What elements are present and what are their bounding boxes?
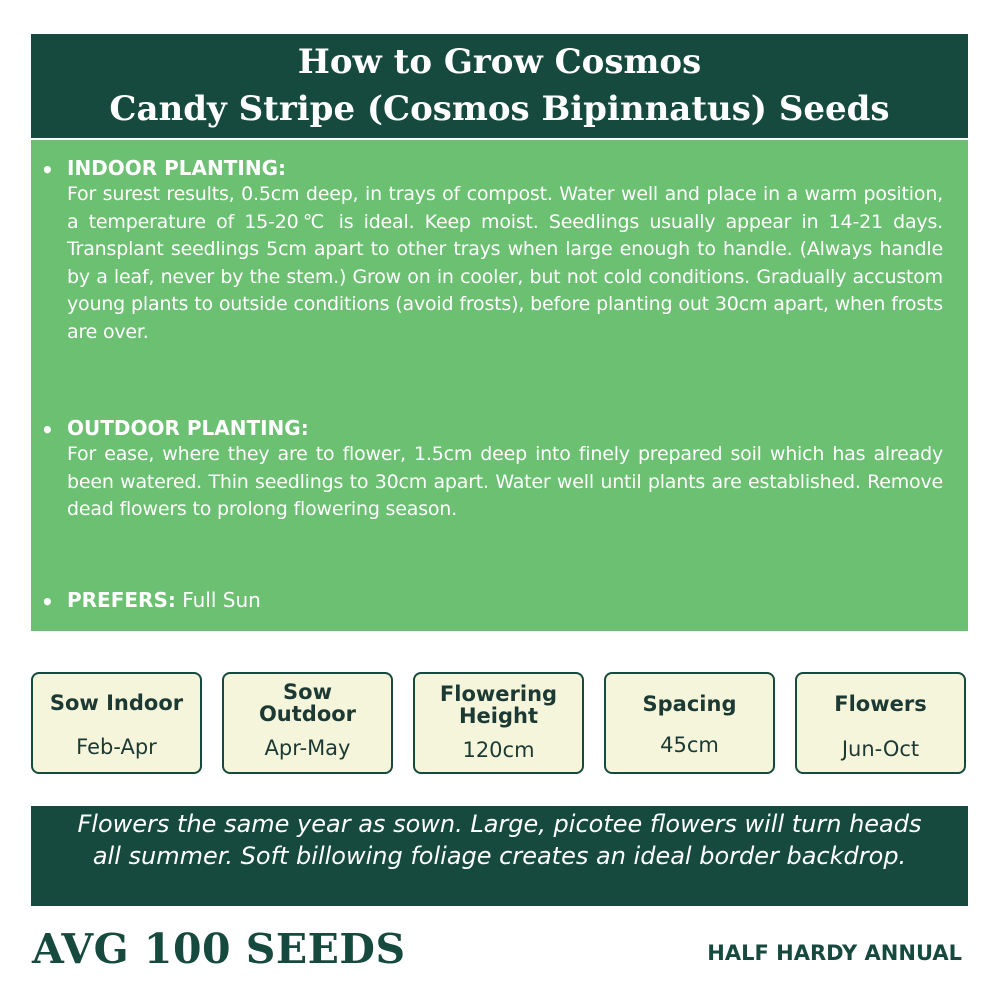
info-box-sow-outdoor	[222, 672, 393, 774]
info-box-sow-indoor	[31, 672, 202, 774]
plant-type: HALF HARDY ANNUAL	[707, 941, 962, 965]
prefers-value: Full Sun	[182, 588, 261, 612]
title-line-1: How to Grow Cosmos	[297, 42, 702, 82]
spacing-value: 45cm	[660, 733, 719, 757]
indoor-planting-section	[67, 156, 943, 346]
flowering-height-value: 120cm	[462, 738, 535, 762]
flowers-label: Flowers	[834, 692, 927, 716]
indoor-planting-body: For surest results, 0.5cm deep, in trays of compost. Water well and place in a warm position, a temperature of 15-20℃ is ideal. Keep moist. Seedlings usually appear in 14-21 days. Transplant seedlings 5cm apart to other trays when large enough to handle. (Always handle by a leaf, never by the stem.) Grow on in cooler, but not cold conditions. Gradually accustom young plants to outside conditions (avoid frosts), before planting out 30cm apart, when frosts are over.	[67, 183, 943, 343]
flowering-height-label-line1: Flowering	[439, 682, 558, 706]
sow-outdoor-label-line1: Sow	[283, 680, 332, 704]
info-box-spacing	[604, 672, 775, 774]
prefers-section	[67, 588, 943, 612]
title-line-2: Candy Stripe (Cosmos Bipinnatus) Seeds	[109, 89, 890, 129]
flowers-value: Jun-Oct	[841, 737, 920, 761]
spacing-label: Spacing	[642, 692, 737, 716]
outdoor-planting-section	[67, 416, 943, 524]
flowering-height-label-line2: Height	[458, 704, 539, 728]
description-banner	[31, 806, 968, 906]
info-box-flowering-height	[413, 672, 584, 774]
sow-indoor-value: Feb-Apr	[76, 735, 157, 759]
info-box-flowers	[795, 672, 966, 774]
description-text: Flowers the same year as sown. Large, picotee flowers will turn heads all summer. Soft billowing foliage creates an ideal border backdrop.	[77, 810, 922, 870]
sow-outdoor-label-line2: Outdoor	[258, 702, 357, 726]
bullet-prefers: •	[41, 590, 54, 614]
sow-indoor-label: Sow Indoor	[49, 691, 184, 715]
outdoor-planting-title: OUTDOOR PLANTING:	[67, 416, 309, 440]
header-banner	[31, 34, 968, 138]
instructions-panel	[31, 140, 968, 631]
bullet-indoor: •	[41, 158, 54, 182]
indoor-planting-title: INDOOR PLANTING:	[67, 156, 287, 180]
outdoor-planting-body: For ease, where they are to flower, 1.5cm deep into finely prepared soil which has already been watered. Thin seedlings to 30cm apart. Water well until plants are established. Remove dead flowers to prolong flowering season.	[67, 443, 943, 520]
seed-count: AVG 100 SEEDS	[32, 925, 406, 973]
prefers-label: PREFERS:	[67, 588, 176, 612]
sow-outdoor-value: Apr-May	[264, 736, 351, 760]
bullet-outdoor: •	[41, 418, 54, 442]
